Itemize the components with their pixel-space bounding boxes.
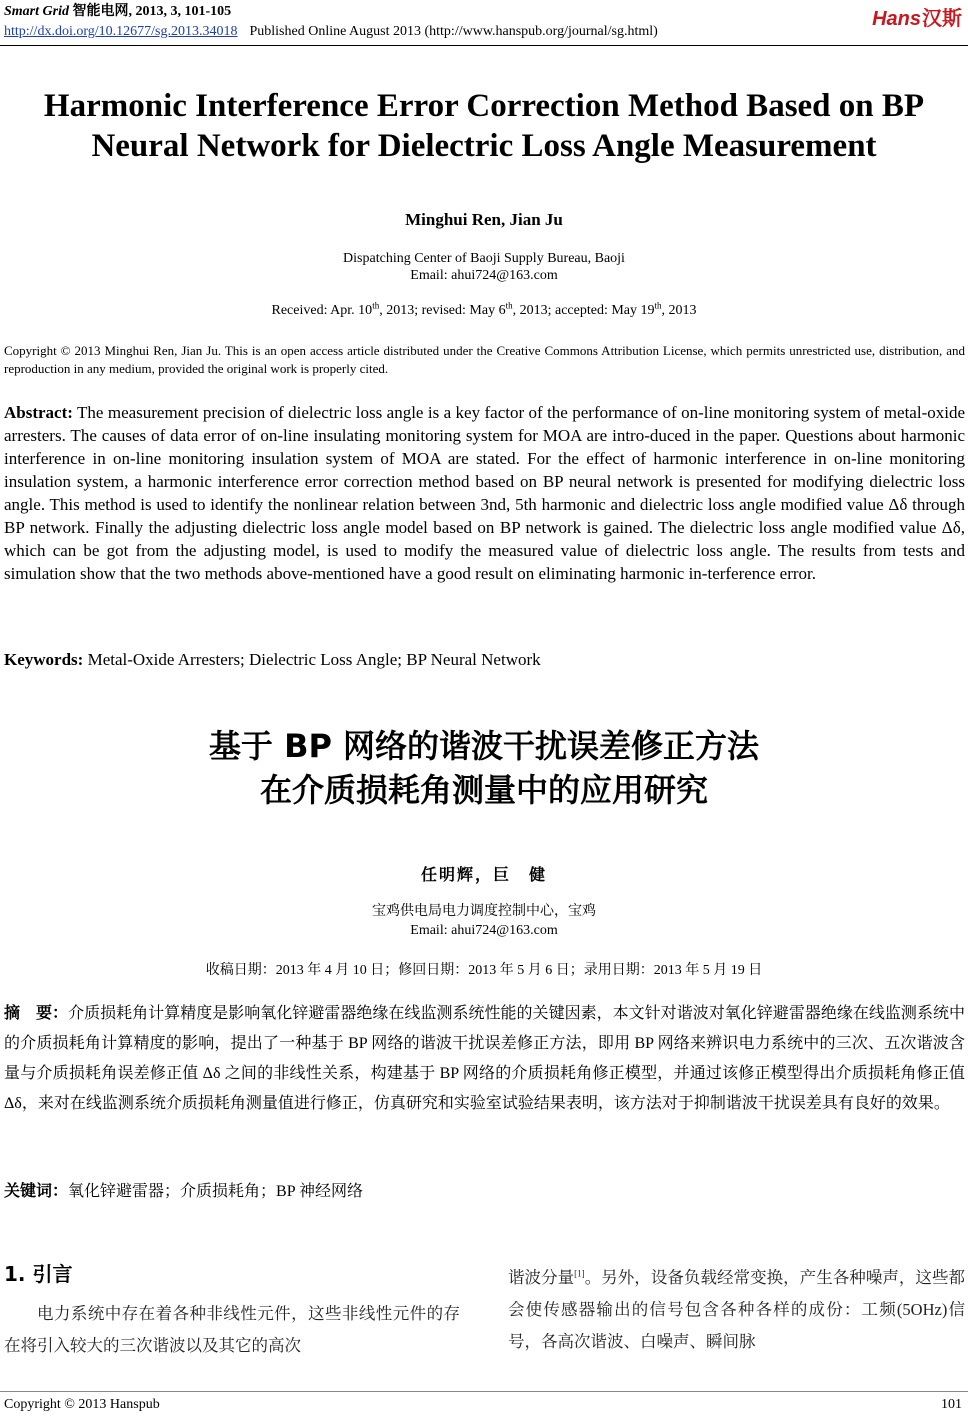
journal-name: Smart Grid	[4, 4, 69, 19]
keywords-label: Keywords:	[4, 650, 84, 669]
accepted-sup: th	[654, 300, 662, 311]
author-email: Email: ahui724@163.com	[410, 268, 558, 283]
received-sup: th	[372, 300, 380, 311]
keywords-body: Metal-Oxide Arresters; Dielectric Loss Angle; BP Neural Network	[83, 650, 541, 669]
doi-link[interactable]: http://dx.doi.org/10.12677/sg.2013.34018	[4, 24, 238, 39]
chinese-title-line-2: 在介质损耗角测量中的应用研究	[259, 771, 708, 809]
affiliation-text: Dispatching Center of Baoji Supply Bureau, Baoji	[343, 251, 625, 266]
chinese-dates: 收稿日期：2013 年 4 月 10 日；修回日期：2013 年 5 月 6 日；录用日期：2013 年 5 月 19 日	[205, 963, 763, 978]
chinese-affiliation-text: 宝鸡供电局电力调度控制中心，宝鸡	[372, 904, 596, 919]
english-title	[0, 86, 968, 166]
footer-copyright: Copyright © 2013 Hanspub	[4, 1397, 160, 1412]
chinese-title-line-1: 基于 BP 网络的谐波干扰误差修正方法	[208, 727, 760, 765]
chinese-abstract	[4, 998, 965, 1119]
english-authors: Minghui Ren, Jian Ju	[405, 210, 563, 229]
revised-sup: th	[505, 300, 513, 311]
english-abstract	[4, 401, 965, 585]
logo-text-en: Hans	[872, 8, 921, 30]
logo-text-cn: 汉斯	[922, 8, 962, 30]
right-para-rest: 。另外，设备负载经常变换，产生各种噪声，这些都会使传感器输出的信号包含各种各样的成份：工频(5OHz)信号，各高次谐波、白噪声、瞬间脉	[508, 1268, 966, 1351]
chinese-keywords-body: 氧化锌避雷器；介质损耗角；BP 神经网络	[68, 1183, 363, 1200]
accepted-date: , 2013; accepted: May 19	[512, 303, 655, 318]
published-online: Published Online August 2013 (http://www.hanspub.org/journal/sg.html)	[249, 24, 658, 39]
dates-year: , 2013	[661, 303, 697, 318]
page-number: 101	[941, 1397, 962, 1412]
received-date: Received: Apr. 10	[271, 303, 373, 318]
abstract-body: The measurement precision of dielectric loss angle is a key factor of the performance of on-line monitoring system of metal-oxide arresters. The causes of data error of on-line insulating monitoring system for MOA are intro-duced in the paper. Questions about harmonic interference in on-line monitoring insulation system of MOA are stated. For the effect of harmonic interference in on-line monitoring insulation system, a harmonic interference error correction method based on BP neural network is presented for modifying dielectric loss angle. This method is used to identify the nonlinear relation between 3nd, 5th harmonic and dielectric loss angle modified value Δδ through BP network. Finally the adjusting dielectric loss angle model based on BP network is gained. The dielectric loss angle modified value Δδ, which can be got from the adjusting model, is used to modify the measured value of dielectric loss angle. The results from tests and simulation show that the two methods above-mentioned have a good result on eliminating harmonic in-terference error.	[4, 403, 965, 583]
chinese-title	[0, 724, 968, 812]
journal-header	[4, 3, 231, 20]
chinese-email: Email: ahui724@163.com	[410, 923, 558, 938]
right-para-start: 谐波分量	[508, 1268, 575, 1287]
volume-info: , 2013, 3, 101-105	[128, 4, 232, 19]
english-title-line-2: Neural Network for Dielectric Loss Angle Measurement	[91, 128, 877, 164]
english-dates	[0, 300, 968, 319]
chinese-keywords	[4, 1178, 965, 1201]
header-divider	[0, 45, 968, 46]
english-keywords	[4, 650, 965, 670]
footer-divider	[0, 1391, 968, 1392]
doi-line	[4, 23, 658, 40]
publisher-logo	[872, 2, 962, 31]
chinese-abstract-body: 介质损耗角计算精度是影响氧化锌避雷器绝缘在线监测系统性能的关键因素，本文针对谐波对氧化锌避雷器绝缘在线监测系统中的介质损耗角计算精度的影响，提出了一种基于 BP 网络的谐波干扰误差修正方法，即用 BP 网络来辨识电力系统中的三次、五次谐波含量与介质损耗角误差修正值 Δδ 之间的非线性关系，构建基于 BP 网络的介质损耗角修正模型，并通过该修正模型得出介质损耗角修正值 Δδ，来对在线监测系统介质损耗角测量值进行修正，仿真研究和实验室试验结果表明，该方法对于抑制谐波干扰误差具有良好的效果。	[4, 1005, 965, 1112]
english-title-line-1: Harmonic Interference Error Correction Method Based on BP	[43, 88, 925, 124]
body-column-left: 电力系统中存在着各种非线性元件，这些非线性元件的存在将引入较大的三次谐波以及其它的高次	[4, 1304, 460, 1355]
abstract-label: Abstract:	[4, 403, 73, 422]
revised-date: , 2013; revised: May 6	[379, 303, 506, 318]
english-affiliation	[0, 250, 968, 284]
chinese-abstract-label: 摘 要：	[4, 1003, 69, 1022]
license-note: Copyright © 2013 Minghui Ren, Jian Ju. This is an open access article distributed under the Creative Commons Attribution License, which permits unrestricted use, distribution, and reproduction in any medium, provided the original work is properly cited.	[4, 343, 965, 376]
chinese-authors: 任明辉，巨 健	[420, 865, 547, 884]
chinese-keywords-label: 关键词：	[4, 1181, 69, 1200]
journal-name-cn: 智能电网	[72, 4, 129, 19]
section-heading-introduction: 1. 引言	[4, 1262, 73, 1286]
citation-ref[interactable]: [1]	[574, 1268, 585, 1279]
chinese-affiliation	[0, 902, 968, 940]
body-column-right	[508, 1262, 965, 1358]
